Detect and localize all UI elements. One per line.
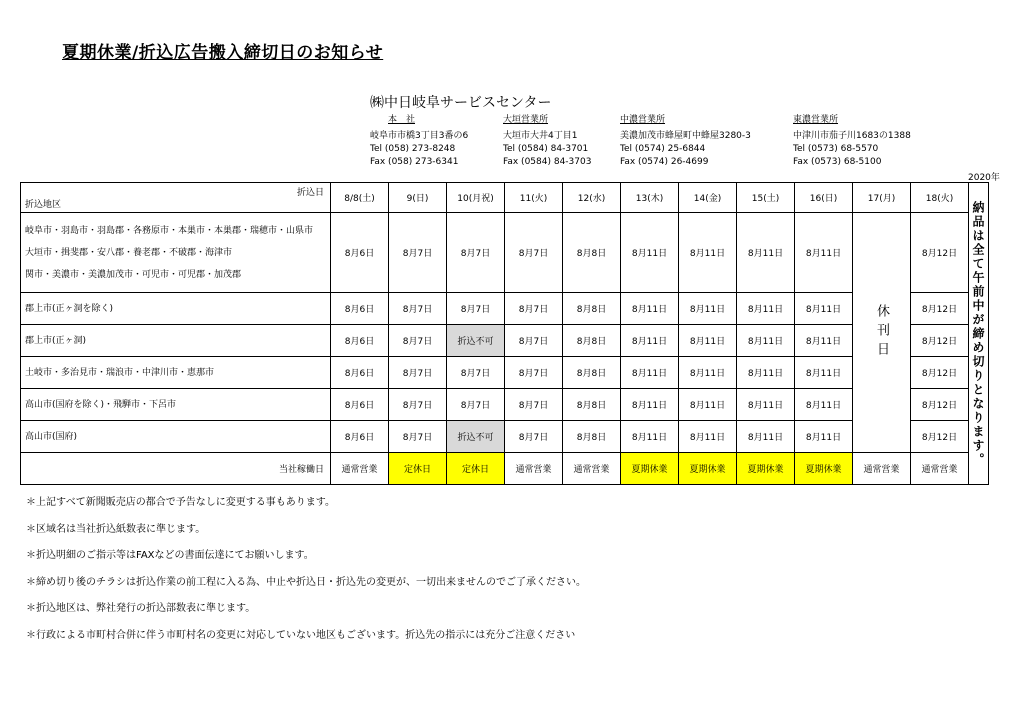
deadline-cell: 8月11日 — [621, 357, 679, 389]
status-cell: 夏期休業 — [621, 453, 679, 485]
office-address: 中津川市茄子川1683の1388 — [793, 131, 911, 141]
office-address: 大垣市大井4丁目1 — [503, 131, 578, 141]
date-header: 11(火) — [505, 183, 563, 213]
deadline-cell: 8月7日 — [505, 389, 563, 421]
deadline-cell: 8月11日 — [795, 293, 853, 325]
deadline-cell: 8月6日 — [331, 357, 389, 389]
deadline-cell: 8月7日 — [505, 325, 563, 357]
deadline-cell: 8月7日 — [389, 293, 447, 325]
area-cell — [21, 213, 331, 293]
deadline-cell: 8月11日 — [795, 213, 853, 293]
deadline-cell: 8月11日 — [737, 293, 795, 325]
status-cell: 通常営業 — [853, 453, 911, 485]
status-cell: 夏期休業 — [679, 453, 737, 485]
office-name: 中濃営業所 — [620, 115, 666, 125]
deadline-side-note — [969, 183, 989, 485]
deadline-cell: 8月12日 — [911, 421, 969, 453]
office-name: 本 社 — [388, 115, 416, 125]
deadline-cell: 8月11日 — [679, 357, 737, 389]
header-corner — [21, 183, 331, 213]
office-name: 大垣営業所 — [503, 115, 549, 125]
area-cell — [21, 325, 331, 357]
deadline-cell: 8月6日 — [331, 421, 389, 453]
deadline-cell: 8月8日 — [563, 389, 621, 421]
office-tel: Tel (0584) 84-3701 — [503, 144, 589, 154]
note-item: ＊締め切り後のチラシは折込作業の前工程に入る為、中止や折込日・折込先の変更が、一切出来ませんのでご了承ください。 — [26, 576, 586, 588]
area-name: 郡上市(正ヶ洞) — [25, 335, 87, 346]
deadline-cell: 8月7日 — [447, 213, 505, 293]
deadline-cell: 8月12日 — [911, 213, 969, 293]
date-header: 18(火) — [911, 183, 969, 213]
table-row — [21, 293, 989, 325]
deadline-cell: 8月12日 — [911, 389, 969, 421]
status-cell: 通常営業 — [505, 453, 563, 485]
deadline-cell: 8月11日 — [795, 389, 853, 421]
status-cell: 夏期休業 — [737, 453, 795, 485]
deadline-cell: 8月7日 — [447, 293, 505, 325]
office-fax: Fax (0584) 84-3703 — [503, 157, 592, 167]
area-name: 高山市(国府) — [25, 431, 78, 442]
deadline-cell: 8月7日 — [505, 357, 563, 389]
table-row — [21, 325, 989, 357]
deadline-cell: 8月8日 — [563, 421, 621, 453]
deadline-cell: 8月11日 — [737, 389, 795, 421]
table-row — [21, 421, 989, 453]
area-name: 土岐市・多治見市・瑞浪市・中津川市・恵那市 — [25, 367, 215, 378]
deadline-cell: 8月12日 — [911, 293, 969, 325]
deadline-cell: 8月7日 — [505, 421, 563, 453]
deadline-cell: 8月6日 — [331, 293, 389, 325]
office-chuno — [620, 114, 751, 169]
notes-list — [26, 495, 586, 655]
area-name: 関市・美濃市・美濃加茂市・可児市・可児郡・加茂郡 — [25, 269, 242, 280]
status-cell: 通常営業 — [331, 453, 389, 485]
deadline-cell: 8月11日 — [621, 389, 679, 421]
office-tel: Tel (0573) 68-5570 — [793, 144, 879, 154]
schedule-table — [20, 182, 989, 485]
deadline-cell: 8月11日 — [737, 325, 795, 357]
date-header: 12(水) — [563, 183, 621, 213]
deadline-cell: 折込不可 — [447, 421, 505, 453]
deadline-cell: 8月11日 — [621, 293, 679, 325]
deadline-cell: 8月7日 — [505, 293, 563, 325]
deadline-cell: 8月11日 — [737, 213, 795, 293]
deadline-cell: 8月11日 — [621, 421, 679, 453]
status-cell: 定休日 — [389, 453, 447, 485]
area-name: 大垣市・揖斐郡・安八郡・養老郡・不破郡・海津市 — [25, 247, 233, 258]
deadline-cell: 8月11日 — [737, 357, 795, 389]
deadline-cell: 8月12日 — [911, 325, 969, 357]
status-cell: 定休日 — [447, 453, 505, 485]
note-item: ＊折込明細のご指示等はFAXなどの書面伝達にてお願いします。 — [26, 550, 314, 562]
deadline-cell: 8月11日 — [679, 389, 737, 421]
status-cell: 通常営業 — [563, 453, 621, 485]
deadline-cell: 8月7日 — [389, 421, 447, 453]
deadline-cell: 8月11日 — [679, 213, 737, 293]
area-name: 岐阜市・羽島市・羽島郡・各務原市・本巣市・本巣郡・瑞穂市・山県市 — [25, 225, 314, 236]
status-row — [21, 453, 989, 485]
area-cell — [21, 389, 331, 421]
date-header: 13(木) — [621, 183, 679, 213]
deadline-cell: 8月11日 — [737, 421, 795, 453]
header-area: 折込地区 — [25, 200, 62, 210]
deadline-cell: 8月7日 — [505, 213, 563, 293]
office-tel: Tel (0574) 25-6844 — [620, 144, 706, 154]
date-header: 10(月祝) — [447, 183, 505, 213]
deadline-cell: 8月11日 — [795, 325, 853, 357]
deadline-cell: 8月7日 — [389, 389, 447, 421]
deadline-cell: 8月11日 — [679, 293, 737, 325]
date-header: 14(金) — [679, 183, 737, 213]
status-label: 当社稼働日 — [21, 453, 331, 485]
date-header: 8/8(土) — [331, 183, 389, 213]
office-fax: Fax (0574) 26-4699 — [620, 157, 709, 167]
deadline-cell: 8月12日 — [911, 357, 969, 389]
date-header: 15(土) — [737, 183, 795, 213]
date-header: 16(日) — [795, 183, 853, 213]
office-ogaki — [503, 114, 591, 169]
table-row — [21, 357, 989, 389]
area-cell — [21, 293, 331, 325]
office-address: 美濃加茂市蜂屋町中蜂屋3280-3 — [620, 131, 751, 141]
office-tono — [793, 114, 911, 169]
deadline-cell: 折込不可 — [447, 325, 505, 357]
area-cell — [21, 421, 331, 453]
deadline-cell: 8月7日 — [389, 213, 447, 293]
area-name: 高山市(国府を除く)・飛騨市・下呂市 — [25, 399, 177, 410]
status-cell: 通常営業 — [911, 453, 969, 485]
deadline-cell: 8月7日 — [389, 357, 447, 389]
office-fax: Fax (0573) 68-5100 — [793, 157, 882, 167]
deadline-cell: 8月7日 — [447, 357, 505, 389]
side-note-text: 納品は全て午前中が締め切りとなります。 — [971, 200, 985, 467]
date-header: 9(日) — [389, 183, 447, 213]
area-cell — [21, 357, 331, 389]
page-title: 夏期休業/折込広告搬入締切日のお知らせ — [62, 43, 384, 63]
note-item: ＊区域名は当社折込紙数表に準じます。 — [26, 523, 206, 535]
deadline-cell: 8月8日 — [563, 357, 621, 389]
deadline-cell: 8月6日 — [331, 389, 389, 421]
deadline-cell: 8月7日 — [389, 325, 447, 357]
office-address: 岐阜市市橋3丁目3番の6 — [370, 131, 469, 141]
area-name: 郡上市(正ヶ洞を除く) — [25, 303, 114, 314]
deadline-cell: 8月11日 — [679, 421, 737, 453]
deadline-cell: 8月11日 — [795, 421, 853, 453]
deadline-cell: 8月8日 — [563, 325, 621, 357]
table-row — [21, 213, 989, 293]
note-item: ＊上記すべて新聞販売店の都合で予告なしに変更する事もあります。 — [26, 497, 335, 508]
company-name: ㈱中日岐阜サービスセンター — [370, 95, 552, 111]
note-item: ＊折込地区は、弊社発行の折込部数表に準じます。 — [26, 603, 256, 615]
note-item: ＊行政による市町村合併に伴う市町村名の変更に対応していない地区もございます。折込先の指示には充分ご注意ください — [26, 629, 576, 641]
table-row — [21, 389, 989, 421]
deadline-cell: 8月11日 — [621, 325, 679, 357]
deadline-cell: 8月11日 — [621, 213, 679, 293]
office-fax: Fax (058) 273-6341 — [370, 157, 459, 167]
office-tel: Tel (058) 273-8248 — [370, 144, 456, 154]
deadline-cell: 8月6日 — [331, 213, 389, 293]
year-label: 2020年 — [968, 173, 1000, 183]
header-insert-day: 折込日 — [296, 188, 324, 198]
office-honsha — [370, 114, 468, 169]
deadline-cell: 8月11日 — [679, 325, 737, 357]
deadline-cell: 8月8日 — [563, 213, 621, 293]
status-cell: 夏期休業 — [795, 453, 853, 485]
header-row — [21, 183, 989, 213]
deadline-cell: 8月7日 — [447, 389, 505, 421]
deadline-cell: 8月6日 — [331, 325, 389, 357]
kyukan-cell — [853, 213, 911, 453]
kyukan-text: 休刊日 — [874, 304, 889, 361]
deadline-cell: 8月11日 — [795, 357, 853, 389]
date-header: 17(月) — [853, 183, 911, 213]
deadline-cell: 8月8日 — [563, 293, 621, 325]
office-name: 東濃営業所 — [793, 115, 839, 125]
